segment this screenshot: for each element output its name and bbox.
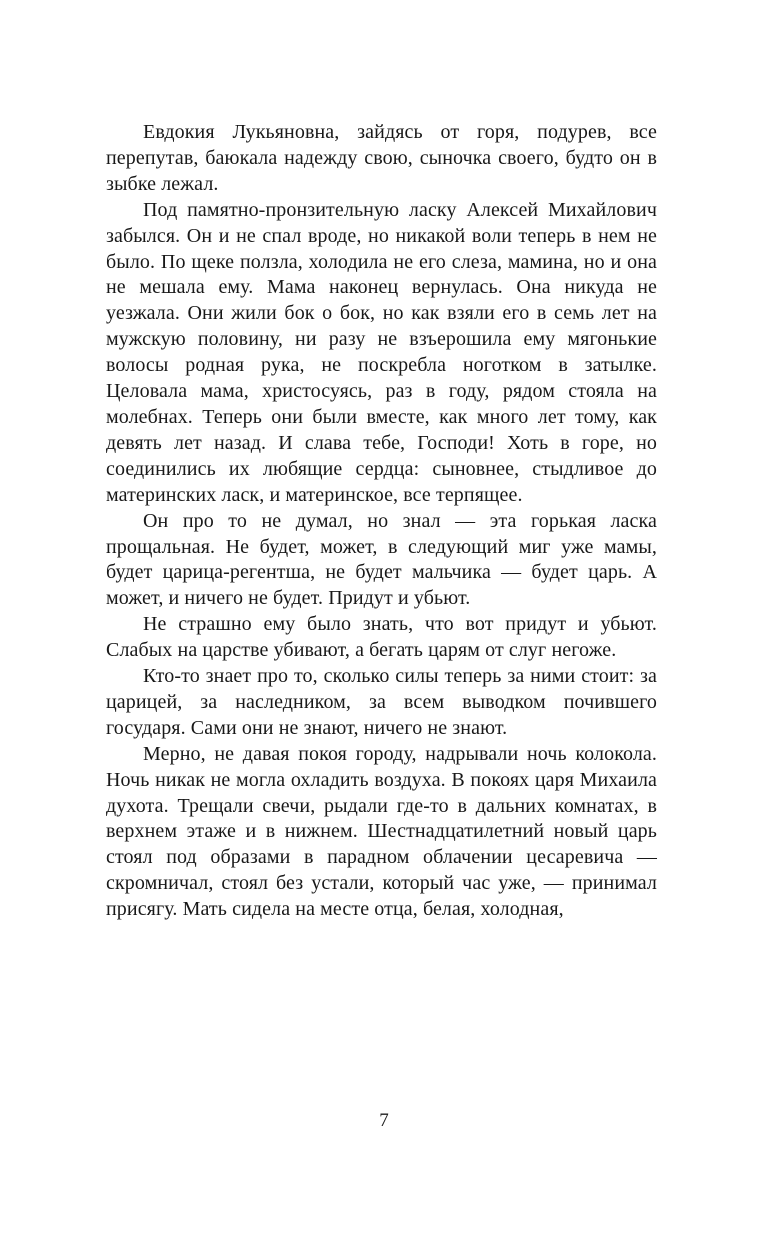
page-number: 7 (379, 1110, 389, 1131)
paragraph: Он про то не думал, но знал — эта горькая ласка прощальная. Не будет, может, в следующий миг уже мамы, будет царица-регентша, не будет мальчика — будет царь. А может, и ничего не будет. Придут и убьют. (106, 509, 657, 610)
paragraph: Под памятно-пронзительную ласку Алексей Михайлович забылся. Он и не спал вроде, но никакой воли теперь в нем не было. По щеке ползла, холодила не его слеза, мамина, но и она не мешала ему. Мама наконец вернулась. Она никуда не уезжала. Они жили бок о бок, но как взяли его в семь лет на мужскую половину, ни разу не взъерошила ему мягонькие волосы родная рука, не поскребла ноготком в затылке. Целовала мама, христосуясь, раз в году, рядом стояла на молебнах. Теперь они были вместе, как много лет тому, как девять лет назад. И слава тебе, Господи! Хоть в горе, но соединились их любящие сердца: сыновнее, стыдливое до материнских ласк, и материнское, все терпящее. (106, 198, 657, 506)
paragraph: Мерно, не давая покоя городу, надрывали ночь колокола. Ночь никак не могла охладить воздуха. В покоях царя Михаила духота. Трещали свечи, рыдали где-то в дальних комнатах, в верхнем этаже и в нижнем. Шестнадцатилетний новый царь стоял под образами в парадном облачении цесаревича — скромничал, стоял без устали, который час уже, — принимал присягу. Мать сидела на месте отца, белая, холодная, (106, 742, 657, 921)
paragraph: Не страшно ему было знать, что вот придут и убьют. Слабых на царстве убивают, а бегать царям от слуг негоже. (106, 613, 657, 662)
text-block (106, 120, 657, 923)
paragraph: Евдокия Лукьяновна, зайдясь от горя, подурев, все перепутав, баюкала надежду свою, сыночка своего, будто он в зыбке лежал. (106, 121, 657, 195)
paragraph: Кто-то знает про то, сколько силы теперь за ними стоит: за царицей, за наследником, за всем выводком почившего государя. Сами они не знают, ничего не знают. (106, 665, 657, 739)
